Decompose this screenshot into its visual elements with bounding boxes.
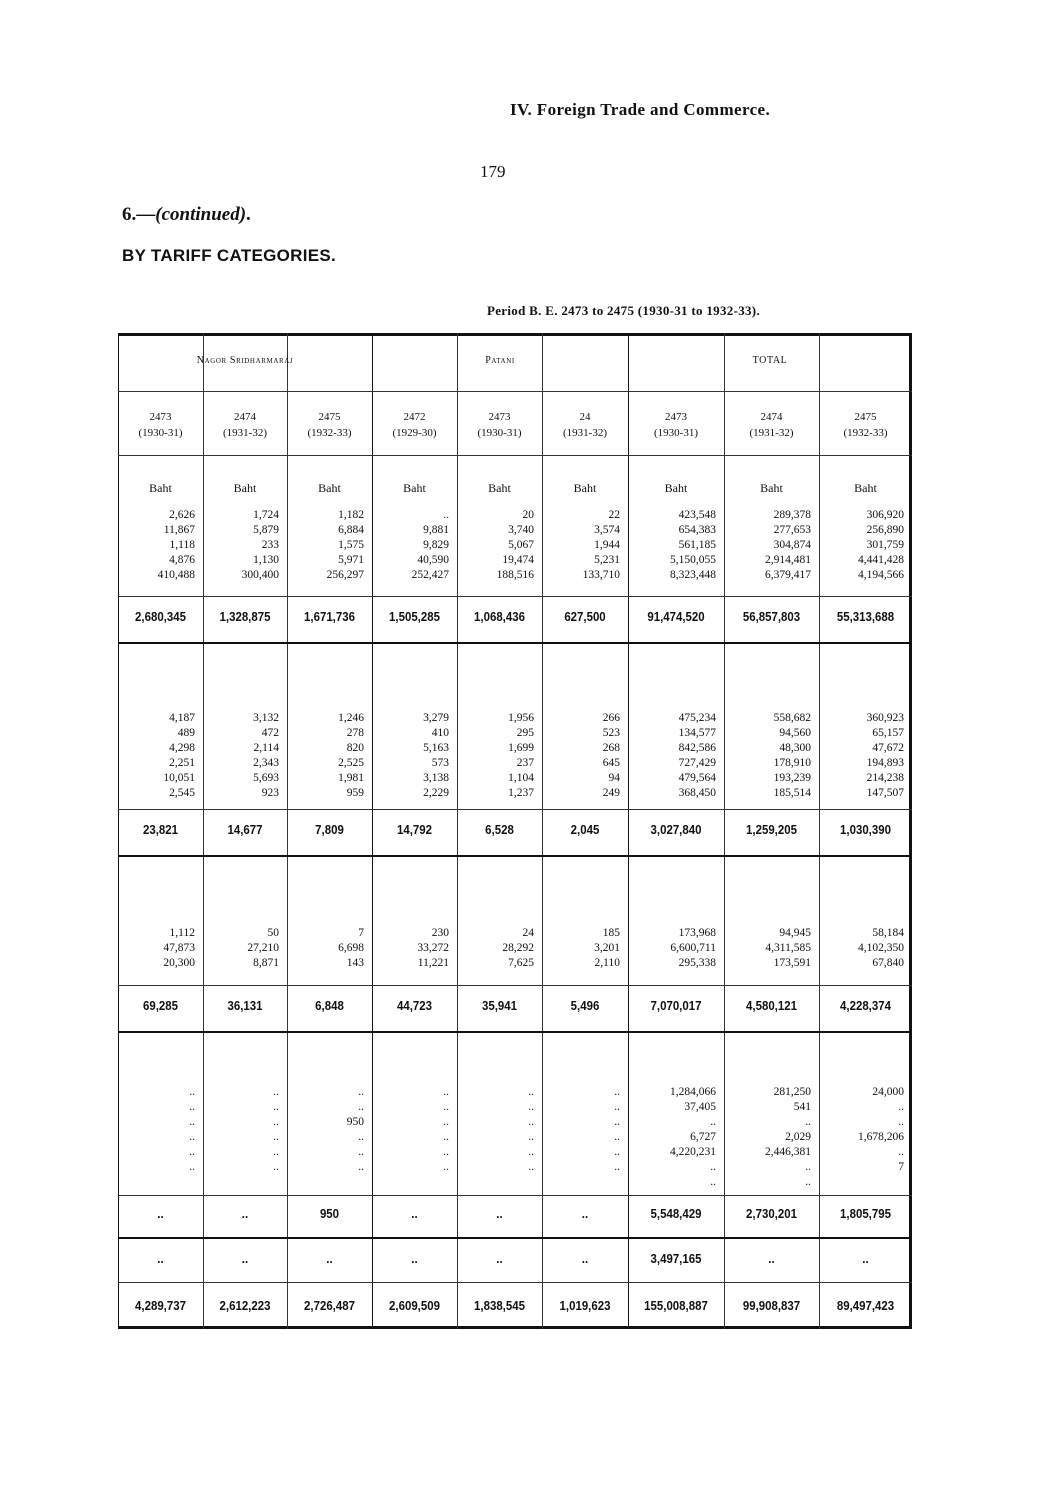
column-header <box>118 409 203 441</box>
value-cell: 1,724 5,879 233 1,130 300,400 <box>241 509 279 581</box>
value-cell: 1,956 295 1,699 237 1,104 1,237 <box>508 712 534 799</box>
other-cell: .. <box>241 1251 249 1266</box>
column-period: (1930-31) <box>138 427 183 439</box>
value-cell: 24,000 .. .. 1,678,206 .. 7 <box>858 1086 904 1173</box>
subtotal-cell: 69,285 <box>142 998 178 1013</box>
subtotal-cell: 44,723 <box>396 998 432 1013</box>
column-year: 2474 <box>760 411 783 423</box>
subtotal-cell: 5,548,429 <box>650 1206 702 1221</box>
value-cell: 20 3,740 5,067 19,474 188,516 <box>496 509 534 581</box>
value-cell: 173,968 6,600,711 295,338 <box>670 927 716 969</box>
other-cell: .. <box>326 1251 333 1266</box>
column-year: 2474 <box>234 411 256 423</box>
subtotal-cell: 35,941 <box>481 998 517 1013</box>
grand-total-cell: 2,726,487 <box>304 1298 355 1313</box>
unit-label: Baht <box>664 481 688 495</box>
column-year: 2473 <box>665 411 687 423</box>
subtotal-cell: 14,677 <box>227 822 263 837</box>
subtotal-cell: 2,680,345 <box>135 609 186 624</box>
grand-total-cell: 1,019,623 <box>559 1298 611 1313</box>
value-cell: 1,246 278 820 2,525 1,981 959 <box>338 712 364 799</box>
subtotal-cell: 1,805,795 <box>840 1206 891 1221</box>
value-cell: .. .. .. .. .. .. <box>614 1086 620 1173</box>
subtotal-cell: 55,313,688 <box>836 609 895 624</box>
subtotal-cell: 3,027,840 <box>650 822 702 837</box>
unit-label: Baht <box>233 481 257 495</box>
subtotal-cell: 1,328,875 <box>219 609 271 624</box>
column-header <box>819 409 912 441</box>
subtotal-cell: 1,505,285 <box>389 609 440 624</box>
subtotal-rule <box>118 809 912 810</box>
column-header <box>287 409 372 441</box>
subtotal-rule <box>118 596 912 597</box>
subtotal-cell: 14,792 <box>396 822 432 837</box>
value-cell: 2,626 11,867 1,118 4,876 410,488 <box>157 509 195 581</box>
table-subtitle: BY TARIFF CATEGORIES. <box>122 246 337 265</box>
unit-label: Baht <box>403 481 426 495</box>
column-header <box>628 409 724 441</box>
continued-period: . <box>246 204 251 225</box>
unit-label: Baht <box>854 481 877 495</box>
value-cell: .. .. .. .. .. .. <box>273 1086 279 1173</box>
subtotal-cell: .. <box>411 1206 418 1221</box>
column-year: 2475 <box>854 411 877 423</box>
header-rule <box>118 455 912 456</box>
column-header <box>372 409 457 441</box>
subtotal-cell: 6,528 <box>485 822 514 837</box>
subtotal-cell: 5,496 <box>570 998 600 1013</box>
column-header <box>724 409 819 441</box>
column-year: 2472 <box>403 411 426 423</box>
header-rule <box>118 391 912 392</box>
column-header <box>542 409 628 441</box>
value-cell: 3,279 410 5,163 573 3,138 2,229 <box>423 712 449 799</box>
value-cell: .. .. .. .. .. .. <box>189 1086 195 1173</box>
grand-total-cell: 155,008,887 <box>644 1298 708 1313</box>
value-cell: 94,945 4,311,585 173,591 <box>765 927 811 969</box>
block-rule <box>118 1031 912 1033</box>
column-period: (1931-32) <box>223 427 267 439</box>
column-period: (1931-32) <box>749 427 794 439</box>
other-cell: .. <box>581 1251 589 1266</box>
block-rule <box>118 855 912 857</box>
value-cell: 50 27,210 8,871 <box>247 927 279 969</box>
group-header: Patani <box>485 355 515 366</box>
subtotal-cell: 7,809 <box>315 822 344 837</box>
value-cell: 4,187 489 4,298 2,251 10,051 2,545 <box>163 712 195 799</box>
subtotal-cell: 36,131 <box>227 998 263 1013</box>
subtotal-cell: 23,821 <box>142 822 178 837</box>
subtotal-cell: 4,228,374 <box>840 998 891 1013</box>
other-cell: .. <box>496 1251 503 1266</box>
column-period: (1930-31) <box>477 427 522 439</box>
value-cell: 475,234 134,577 842,586 727,429 479,564 368,450 <box>678 712 716 799</box>
value-cell: 1,284,066 37,405 .. 6,727 4,220,231 .. .. <box>670 1086 716 1188</box>
section-title: IV. Foreign Trade and Commerce. <box>510 100 771 119</box>
subtotal-cell: 7,070,017 <box>650 998 702 1013</box>
value-cell: 185 3,201 2,110 <box>594 927 620 969</box>
other-cell: .. <box>411 1251 418 1266</box>
subtotal-cell: 91,474,520 <box>647 609 705 624</box>
page-number: 179 <box>480 162 506 181</box>
block-rule <box>118 642 912 644</box>
value-cell: 1,112 47,873 20,300 <box>163 927 195 969</box>
column-period: (1929-30) <box>392 427 437 439</box>
unit-label: Baht <box>149 481 172 495</box>
subtotal-cell: 1,068,436 <box>474 609 525 624</box>
value-cell: .. 9,881 9,829 40,590 252,427 <box>411 509 449 581</box>
column-period: (1930-31) <box>654 427 698 439</box>
unit-label: Baht <box>573 481 597 495</box>
value-cell: 1,182 6,884 1,575 5,971 256,297 <box>326 509 364 581</box>
unit-label: Baht <box>318 481 341 495</box>
other-cell: .. <box>157 1251 164 1266</box>
other-cell: .. <box>768 1251 775 1266</box>
value-cell: .. .. 950 .. .. .. <box>346 1086 364 1173</box>
subtotal-cell: 1,671,736 <box>304 609 355 624</box>
value-cell: 281,250 541 .. 2,029 2,446,381 .. .. <box>765 1086 811 1188</box>
grand-total-cell: 1,838,545 <box>474 1298 525 1313</box>
grand-total-cell: 99,908,837 <box>742 1298 801 1313</box>
group-header: Nagor Sridharmaraj <box>196 355 294 366</box>
column-year: 24 <box>579 411 591 423</box>
value-cell: 24 28,292 7,625 <box>502 927 534 969</box>
grand-total-cell: 2,612,223 <box>219 1298 271 1313</box>
value-cell: 289,378 277,653 304,874 2,914,481 6,379,417 <box>765 509 811 581</box>
value-cell: .. .. .. .. .. .. <box>443 1086 449 1173</box>
subtotal-cell: 627,500 <box>564 609 606 624</box>
subtotal-rule <box>118 985 912 986</box>
value-cell: 360,923 65,157 47,672 194,893 214,238 147,507 <box>866 712 904 799</box>
unit-label: Baht <box>488 481 511 495</box>
subtotal-cell: .. <box>581 1206 589 1221</box>
subtotal-cell: .. <box>496 1206 503 1221</box>
column-year: 2473 <box>149 411 172 423</box>
subtotal-cell: 1,030,390 <box>840 822 891 837</box>
subtotal-cell: 4,580,121 <box>746 998 797 1013</box>
column-period: (1931-32) <box>563 427 607 439</box>
column-year: 2473 <box>488 411 511 423</box>
value-cell: 266 523 268 645 94 249 <box>602 712 620 799</box>
value-cell: .. .. .. .. .. .. <box>528 1086 534 1173</box>
value-cell: 3,132 472 2,114 2,343 5,693 923 <box>253 712 279 799</box>
value-cell: 230 33,272 11,221 <box>417 927 449 969</box>
value-cell: 22 3,574 1,944 5,231 133,710 <box>582 509 620 581</box>
column-year: 2475 <box>318 411 341 423</box>
subtotal-rule <box>118 1195 912 1196</box>
grand-total-cell: 4,289,737 <box>135 1298 186 1313</box>
group-header: TOTAL <box>752 355 788 366</box>
table-continuation-label <box>122 204 251 226</box>
grand-total-cell: 89,497,423 <box>836 1298 895 1313</box>
column-period: (1932-33) <box>307 427 352 439</box>
column-period: (1932-33) <box>843 427 888 439</box>
subtotal-cell: 2,730,201 <box>746 1206 797 1221</box>
grand-total-rule <box>118 1282 912 1283</box>
period-label: Period B. E. 2473 to 2475 (1930-31 to 1932-33). <box>487 303 760 318</box>
column-header <box>203 409 287 441</box>
subtotal-cell: 950 <box>319 1206 340 1221</box>
value-cell: 558,682 94,560 48,300 178,910 193,239 185,514 <box>773 712 811 799</box>
grand-total-cell: 2,609,509 <box>389 1298 440 1313</box>
block-rule <box>118 1237 912 1239</box>
subtotal-cell: 6,848 <box>315 998 344 1013</box>
subtotal-cell: 2,045 <box>570 822 600 837</box>
continued-word: (continued) <box>155 204 247 225</box>
subtotal-cell: .. <box>157 1206 164 1221</box>
subtotal-cell: 56,857,803 <box>742 609 801 624</box>
value-cell: 58,184 4,102,350 67,840 <box>858 927 904 969</box>
value-cell: 306,920 256,890 301,759 4,441,428 4,194,566 <box>858 509 904 581</box>
other-cell: 3,497,165 <box>650 1251 702 1266</box>
subtotal-cell: .. <box>241 1206 249 1221</box>
column-header <box>457 409 542 441</box>
value-cell: 7 6,698 143 <box>338 927 364 969</box>
subtotal-cell: 1,259,205 <box>746 822 797 837</box>
table-number: 6.— <box>122 204 156 225</box>
other-cell: .. <box>862 1251 869 1266</box>
unit-label: Baht <box>760 481 783 495</box>
trade-table <box>118 333 916 1333</box>
value-cell: 423,548 654,383 561,185 5,150,055 8,323,448 <box>670 509 716 581</box>
